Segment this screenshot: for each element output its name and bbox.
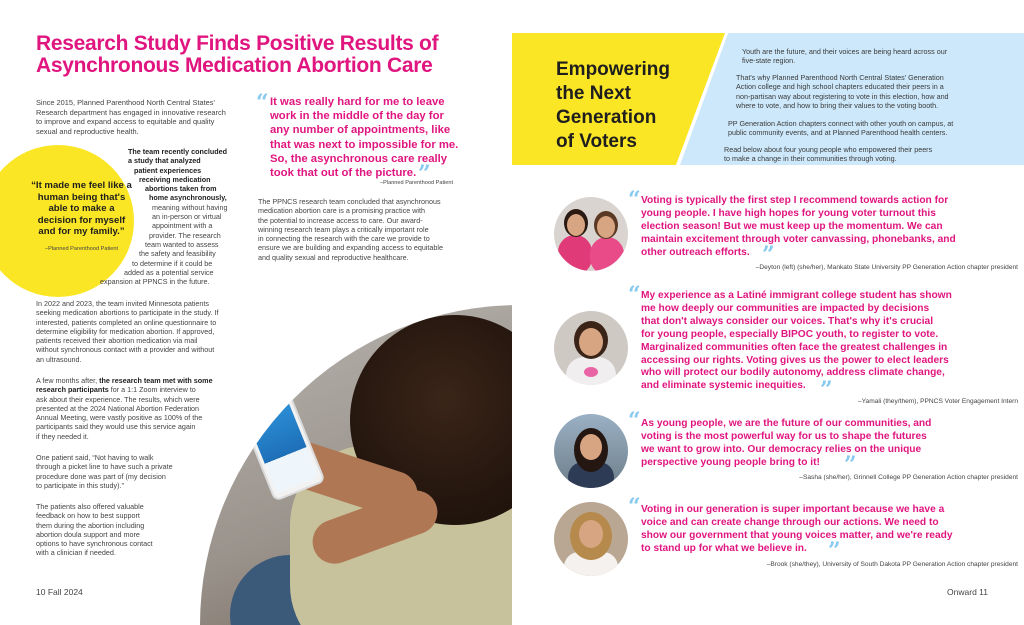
feedback-line: The patients also offered valuable	[36, 502, 144, 511]
intro-paragraph	[742, 47, 1012, 66]
pull-quote-attribution: –Planned Parenthood Patient	[380, 180, 454, 186]
voter-quote-line: me how deeply our communities are impacted by decisions	[641, 302, 930, 314]
intro-line: five-state region.	[742, 56, 796, 66]
intro-paragraph	[728, 119, 1018, 138]
study-design-line: patients received their abortion medication via mail	[36, 336, 198, 346]
conclusion-paragraph	[258, 197, 503, 262]
pull-quote-line: So, the asynchronous care really	[270, 152, 448, 165]
voter-quote-line: who will protect our bodily autonomy, address climate change,	[641, 367, 945, 379]
pull-quote-line: any number of appointments, like	[270, 124, 451, 137]
study-summary-paragraph	[100, 147, 248, 286]
intro-line: That's why Planned Parenthood North Central States' Generation	[736, 73, 944, 82]
intro-line: PP Generation Action chapters connect with other youth on campus, at	[728, 119, 954, 128]
intro-paragraph	[36, 98, 251, 136]
photo-circle	[200, 305, 512, 625]
intro-line: non-partisan way about registering to vote in this election, how and	[736, 91, 949, 101]
feedback-line: feedback on how to best support	[36, 511, 140, 521]
interview-line: for a 1:1 Zoom interview to	[110, 385, 196, 395]
intro-paragraph	[724, 145, 1014, 164]
study-line: added as a potential service	[124, 267, 214, 277]
study-design-line: without synchronous contact with a provider and without	[36, 345, 215, 355]
interview-line: ask about their experience. The results, which were	[36, 394, 200, 404]
quote-close-icon: ”	[820, 377, 833, 403]
intro-line: Read below about four young people who empowered their peers	[724, 145, 933, 154]
interview-prefix: A few months after,	[36, 376, 100, 385]
study-design-line: an ultrasound.	[36, 354, 82, 364]
circle-attribution: –Planned Parenthood Patient	[44, 246, 119, 252]
patient-line: to participate in this study).”	[36, 480, 124, 490]
feedback-line: abortion doula support and more	[36, 529, 140, 539]
title-line: of Voters	[556, 131, 637, 152]
avatar-face	[567, 214, 585, 236]
study-line: to determine if it could be	[132, 258, 213, 268]
study-line: provider. The research	[149, 230, 221, 240]
pull-quote-line: It was really hard for me to leave	[270, 96, 445, 108]
interview-line: participants said they would use this service again	[36, 422, 196, 432]
conclusion-line: winning research team plays a critically important role	[258, 224, 429, 234]
feedback-line: options to have synchronous contact	[36, 539, 153, 549]
voter-quote-line: voting is the most powerful way for us to shape the futures	[641, 430, 927, 442]
intro-line: to make a change in their communities through voting.	[724, 154, 897, 164]
voter-quote-line: perspective young people bring to it!	[641, 456, 820, 468]
feedback-line: them during the abortion including	[36, 520, 145, 530]
patient-line: One patient said, “Not having to walk	[36, 453, 154, 462]
pull-quote-line: work in the middle of the day for	[270, 110, 444, 123]
voter-quote-line: we want to grow into. Our democracy relies on the unique	[641, 443, 922, 455]
study-lead-line: receiving medication	[139, 174, 211, 184]
study-line: an in-person or virtual	[152, 212, 222, 222]
study-design-line: In 2022 and 2023, the team invited Minnesota patients	[36, 299, 210, 308]
voter-quote-line: show our government that young voices matter, and we're ready	[641, 529, 953, 541]
conclusion-line: in connecting the research with the care we provide to	[258, 234, 430, 244]
title-line: Generation	[556, 107, 657, 128]
interview-bold-line-2: research participants	[36, 385, 109, 395]
study-line: team wanted to assess	[145, 239, 219, 249]
article-title: Research Study Finds Positive Results of Asynchronous Medication Abortion Care	[36, 32, 439, 77]
study-design-line: interested, patients completed an online questionnaire to	[36, 317, 217, 327]
avatar	[554, 502, 628, 576]
left-folio: 10 Fall 2024	[36, 587, 83, 597]
intro-line: Since 2015, Planned Parenthood North Central States'	[36, 98, 215, 107]
study-lead-line: abortions taken from	[145, 184, 217, 194]
heart-graphic	[584, 367, 598, 377]
intro-line: Youth are the future, and their voices are being heard across our	[742, 47, 948, 56]
quote-close-icon: ”	[844, 452, 857, 478]
right-folio: Onward 11	[947, 587, 988, 597]
quote-close-icon: ”	[762, 242, 775, 268]
study-line: the safety and feasibility	[139, 249, 216, 259]
interview-line: Annual Meeting, were vastly positive as 100% of the	[36, 413, 203, 423]
voter-quote-line: to stand up for what we believe in.	[641, 542, 807, 554]
phone-screen	[247, 402, 319, 493]
study-line: meaning without having	[152, 202, 228, 212]
patient-line: through a picket line to have such a private	[36, 462, 173, 472]
quote-open-icon: “	[628, 494, 641, 520]
voter-attribution: –Deyton (left) (she/her), Mankato State University PP Generation Action chapter president	[755, 264, 1018, 271]
conclusion-line: ensure we are building and expanding access to equitable	[258, 243, 444, 253]
voter-attribution: –Sasha (she/her), Grinnell College PP Generation Action chapter president	[799, 474, 1018, 481]
voter-quote-line: Voting is typically the first step I recommend towards action for	[641, 195, 949, 206]
quote-open-icon: “	[628, 187, 641, 213]
pull-quote	[258, 95, 494, 180]
intro-line: Research department has engaged in innovative research	[36, 107, 226, 117]
voter-quote-line: and eliminate systemic inequities.	[641, 380, 806, 392]
quote-open-icon: “	[628, 282, 641, 308]
quote-open-icon: “	[256, 90, 269, 116]
avatar-face	[580, 434, 602, 460]
pull-quote-line: took that out of the picture.	[270, 167, 417, 180]
title-line: the Next	[556, 83, 631, 104]
intro-line: public community events, and at Planned Parenthood health centers.	[728, 128, 948, 138]
study-design-line: determine eligibility for medication abortion. If approved,	[36, 326, 215, 336]
voter-quote-line: As young people, we are the future of our communities, and	[641, 418, 932, 429]
avatar	[554, 311, 628, 385]
study-lead-line: home asynchronously,	[149, 193, 227, 203]
voter-attribution: –Brook (she/they), University of South Dakota PP Generation Action chapter president	[766, 561, 1018, 568]
voter-quote-line: Marginalized communities often face the greatest challenges in	[641, 341, 948, 353]
voter-quote-line: that don't always consider our voices. That's why it's crucial	[641, 315, 934, 327]
quote-open-icon: “	[628, 408, 641, 434]
voter-quote	[641, 290, 952, 393]
intro-line: where to vote, and how to bring their values to the voting booth.	[736, 101, 939, 111]
intro-line: sexual and reproductive health.	[36, 126, 139, 136]
study-lead-line: The team recently concluded	[128, 147, 228, 156]
intro-line: Action college and high school chapters educated their peers in a	[736, 82, 944, 92]
feedback-paragraph	[36, 502, 196, 558]
quote-close-icon: ”	[828, 538, 841, 564]
avatar-body	[558, 235, 592, 271]
voter-quote-line: Voting in our generation is super important because we have a	[641, 504, 945, 515]
interview-line: presented at the 2024 National Abortion Federation	[36, 403, 200, 413]
voter-quote	[641, 195, 956, 260]
intro-paragraph	[736, 73, 1016, 111]
pull-quote-line: that was next to impossible for me.	[270, 138, 459, 151]
conclusion-line: the potential to increase access to care. Our award-	[258, 215, 423, 225]
avatar-face	[579, 520, 603, 548]
study-design-line: seeking medication abortions to participate in the study. If	[36, 308, 219, 318]
voter-quote-line: voice and can create change through our actions. We need to	[641, 516, 939, 528]
voter-quote	[641, 418, 931, 470]
right-page	[512, 0, 1024, 625]
voter-quote	[641, 504, 953, 556]
voter-quote-line: other outreach efforts.	[641, 246, 750, 258]
feedback-line: with a clinician if needed.	[36, 548, 116, 558]
voter-quote-line: maintain excitement through voter canvassing, phonebanks, and	[641, 233, 956, 245]
voter-quote-line: My experience as a Latiné immigrant college student has shown	[641, 290, 952, 301]
voter-quote-line: for young people, especially BIPOC youth, to register to vote.	[641, 328, 939, 340]
article-title	[556, 58, 706, 154]
study-lead-line: patient experiences	[134, 165, 202, 175]
intro-line: to improve and expand access to equitable and quality	[36, 117, 215, 127]
title-line: Empowering	[556, 59, 671, 80]
conclusion-line: and quality sexual and reproductive healthcare.	[258, 252, 409, 262]
quote-close-icon: ”	[418, 161, 431, 187]
study-line: appointment with a	[152, 221, 213, 231]
voter-quote-line: young people. I have high hopes for young voter turnout this	[641, 207, 936, 219]
voter-attribution: –Yamali (they/them), PPNCS Voter Engagement Intern	[857, 398, 1018, 405]
study-lead-line: a study that analyzed	[128, 156, 201, 166]
voter-quote-line: accessing our rights. Voting gives us the power to elect leaders	[641, 354, 949, 366]
voter-quote-line: election season! But we must keep up the momentum. We can	[641, 220, 943, 232]
avatar-face	[597, 216, 615, 238]
study-line: expansion at PPNCS in the future.	[100, 277, 210, 287]
patient-phone-photo	[200, 305, 512, 625]
circle-quote: “It made me feel like a human being that's able to make a decision for myself and for my family.”	[31, 180, 132, 237]
interview-line: if they needed it.	[36, 431, 89, 441]
patient-quote-paragraph	[36, 453, 211, 490]
avatar	[554, 414, 628, 488]
conclusion-line: The PPNCS research team concluded that asynchronous	[258, 197, 441, 206]
avatar-face	[579, 328, 603, 356]
avatar	[554, 197, 628, 271]
interview-bold-line-1: the research team met with some	[99, 376, 213, 385]
patient-line: procedure done was part of (my decision	[36, 471, 166, 481]
conclusion-line: medication abortion care is a promising practice with	[258, 206, 425, 216]
avatar-body	[590, 237, 624, 271]
